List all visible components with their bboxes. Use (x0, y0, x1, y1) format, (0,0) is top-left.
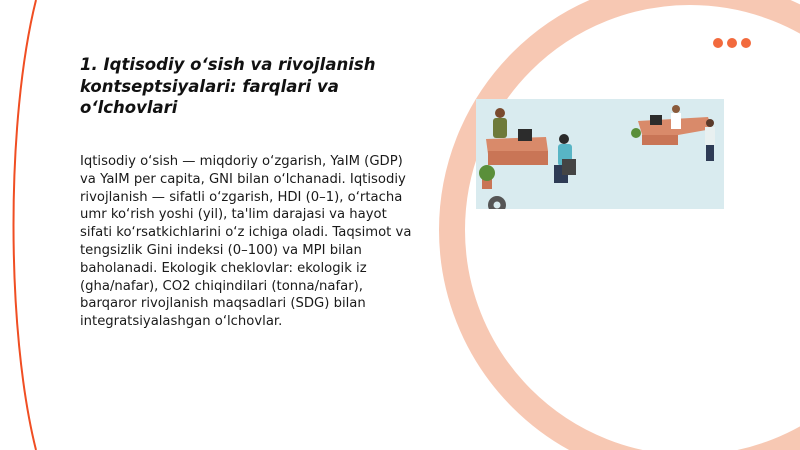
plant-leaves (479, 165, 495, 181)
right-monitor (650, 115, 662, 125)
slide-body-text: Iqtisodiy o‘sish — miqdoriy o‘zgarish, YaIM (GDP) va YaIM per capita, GNI bilan o‘lchanadi. Iqtisodiy rivojlanish — sifatli o‘zgarish, HDI (0–1), o‘rtacha umr ko‘rish yoshi (yil), ta'lim darajasi va hayot sifati ko‘rsatkichlarini o‘z ichiga oladi. Taqsimot va tengsizlik Gini indeksi (0–100) va MPI bilan baholanadi. Ekologik cheklovlar: ekologik iz (gha/nafar), CO2 chiqindilari (tonna/nafar), barqaror rivojlanish maqsadlari (SDG) bilan integratsiyalashgan o‘lchovlar. (80, 154, 412, 330)
left-arc (14, 0, 37, 450)
person-2-body (671, 113, 681, 129)
left-desk-front (488, 151, 548, 165)
left-monitor (518, 129, 532, 141)
large-ring (452, 0, 800, 450)
chair (562, 159, 576, 175)
dot-icon (713, 38, 723, 48)
man-body (493, 118, 507, 138)
gear-icon-center (494, 202, 501, 209)
office-meeting-illustration (476, 99, 724, 209)
decorative-dots (713, 38, 751, 48)
right-desk-front (642, 135, 678, 145)
dot-icon (727, 38, 737, 48)
woman-head (559, 134, 569, 144)
person-3-legs (706, 145, 714, 161)
slide-title: 1. Iqtisodiy o‘sish va rivojlanish kontseptsiyalari: farqlari va o‘lchovlari (80, 55, 376, 117)
man-head (495, 108, 505, 118)
person-3-body (705, 127, 715, 145)
person-2-head (672, 105, 680, 113)
small-plant (631, 128, 641, 138)
person-3-head (706, 119, 714, 127)
dot-icon (741, 38, 751, 48)
